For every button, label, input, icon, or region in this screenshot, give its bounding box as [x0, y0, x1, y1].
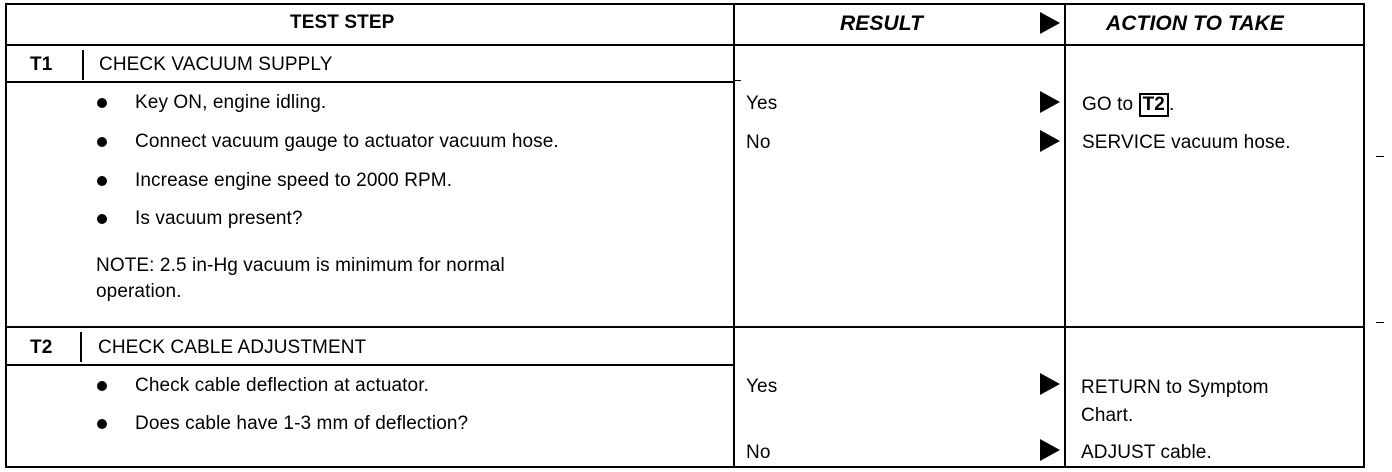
t2-action-yes-line-1: RETURN to Symptom — [1081, 377, 1269, 398]
header-result: RESULT — [840, 12, 924, 35]
t2-title: CHECK CABLE ADJUSTMENT — [98, 337, 367, 358]
t1-note-line-1: NOTE: 2.5 in-Hg vacuum is minimum for normal — [96, 255, 505, 276]
t2-no-arrow-icon — [1040, 439, 1060, 461]
t1-result-yes: Yes — [746, 93, 778, 114]
t2-step-2: Does cable have 1-3 mm of deflection? — [135, 413, 469, 434]
t1-note-line-2: operation. — [96, 281, 182, 302]
t1-yes-arrow-icon — [1040, 91, 1060, 113]
t1-result-stub — [733, 80, 741, 81]
column-divider-action — [1064, 3, 1066, 468]
t1-step-2: Connect vacuum gauge to actuator vacuum hose. — [135, 131, 559, 152]
t2-action-yes-line-2: Chart. — [1081, 405, 1134, 426]
t2-step-1: Check cable deflection at actuator. — [135, 375, 429, 396]
header-action: ACTION TO TAKE — [1106, 12, 1284, 35]
t1-action-no: SERVICE vacuum hose. — [1082, 132, 1291, 153]
t1-title-divider — [5, 81, 734, 83]
t1-action-yes-suffix: . — [1168, 94, 1175, 115]
bullet-icon — [97, 176, 107, 186]
bullet-icon — [97, 214, 107, 224]
t2-result-no: No — [746, 442, 771, 463]
t1-title: CHECK VACUUM SUPPLY — [99, 54, 333, 75]
t1-step-1: Key ON, engine idling. — [135, 92, 327, 113]
t1-id: T1 — [30, 54, 53, 75]
bullet-icon — [97, 137, 107, 147]
t1-action-yes — [1082, 93, 1174, 117]
header-test-step: TEST STEP — [290, 12, 395, 33]
t1-t2-divider — [5, 326, 1365, 328]
t1-action-yes-prefix: GO to — [1082, 94, 1134, 115]
t2-result-yes: Yes — [746, 376, 778, 397]
margin-tick — [1376, 322, 1384, 323]
t1-no-arrow-icon — [1040, 130, 1060, 152]
margin-tick — [1376, 156, 1384, 157]
t2-yes-arrow-icon — [1040, 373, 1060, 395]
bullet-icon — [97, 419, 107, 429]
bullet-icon — [97, 381, 107, 391]
t1-step-4: Is vacuum present? — [135, 208, 303, 229]
column-divider-result — [733, 3, 735, 468]
t2-action-no: ADJUST cable. — [1081, 442, 1212, 463]
bullet-icon — [97, 98, 107, 108]
t1-step-3: Increase engine speed to 2000 RPM. — [135, 170, 453, 191]
t2-title-divider — [5, 364, 734, 366]
header-divider — [5, 44, 1365, 46]
t1-result-no: No — [746, 132, 771, 153]
t2-reference-box: T2 — [1139, 93, 1169, 117]
t2-id: T2 — [30, 337, 53, 358]
t1-id-divider — [82, 50, 84, 80]
t2-id-divider — [80, 332, 82, 362]
header-result-arrow-icon — [1040, 12, 1060, 34]
